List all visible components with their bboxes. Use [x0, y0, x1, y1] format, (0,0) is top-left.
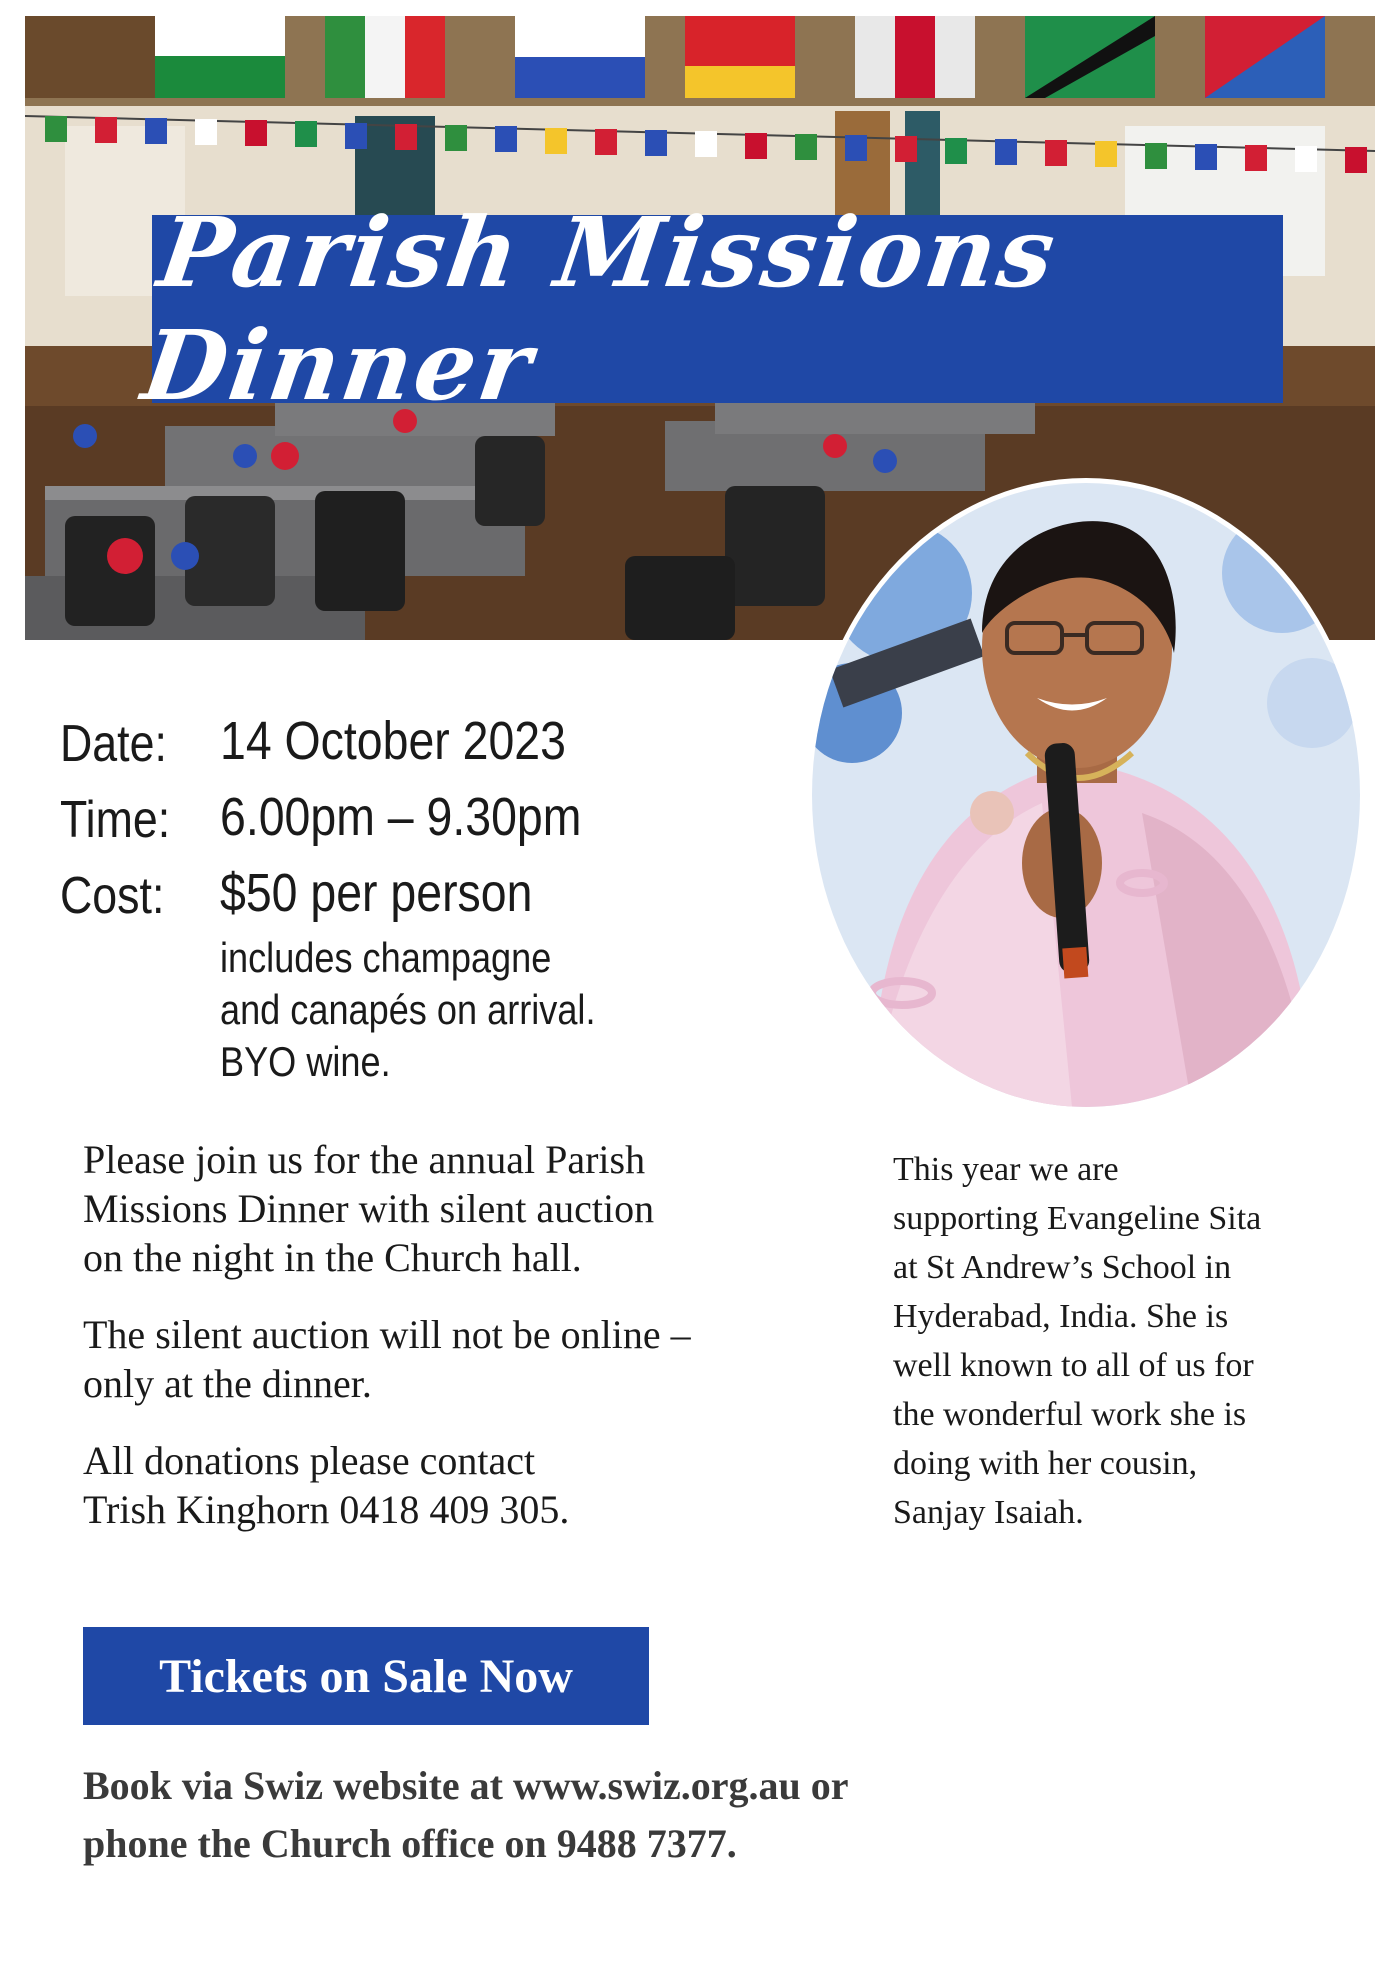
beneficiary-line: well known to all of us for — [893, 1347, 1254, 1384]
invitation-line-3: on the night in the Church hall. — [83, 1235, 582, 1280]
auction-line-1: The silent auction will not be online – — [83, 1312, 691, 1357]
booking-line-2: phone the Church office on 9488 7377. — [83, 1821, 737, 1866]
page-title: Parish Missions Dinner — [136, 196, 1065, 422]
date-value: 14 October 2023 — [220, 711, 566, 771]
speaker-photo — [812, 483, 1360, 1107]
booking-line-1: Book via Swiz website at www.swiz.org.au or — [83, 1763, 849, 1808]
event-description — [83, 1135, 823, 1562]
beneficiary-note — [893, 1145, 1353, 1537]
speaker-portrait — [807, 478, 1365, 1112]
auction-paragraph — [83, 1310, 823, 1408]
cost-value: $50 per person — [220, 863, 533, 923]
cost-note-line-1: includes champagne — [220, 934, 552, 981]
auction-line-2: only at the dinner. — [83, 1361, 372, 1406]
donations-line-2: Trish Kinghorn 0418 409 305. — [83, 1487, 570, 1532]
cost-note-line-2: and canapés on arrival. — [220, 986, 596, 1033]
beneficiary-line: This year we are — [893, 1151, 1119, 1188]
beneficiary-line: doing with her cousin, — [893, 1445, 1198, 1482]
donations-line-1: All donations please contact — [83, 1438, 536, 1483]
tickets-on-sale-button[interactable] — [83, 1627, 649, 1725]
cost-note-line-3: BYO wine. — [220, 1038, 391, 1085]
beneficiary-line: the wonderful work she is — [893, 1396, 1247, 1433]
time-value: 6.00pm – 9.30pm — [220, 787, 582, 847]
donations-paragraph — [83, 1436, 823, 1534]
booking-info — [83, 1757, 1233, 1873]
beneficiary-line: Sanjay Isaiah. — [893, 1494, 1084, 1531]
time-label: Time: — [60, 791, 171, 849]
date-label: Date: — [60, 715, 167, 773]
beneficiary-line: at St Andrew’s School in — [893, 1249, 1232, 1286]
invitation-paragraph — [83, 1135, 823, 1282]
beneficiary-line: Hyderabad, India. She is — [893, 1298, 1229, 1335]
invitation-line-2: Missions Dinner with silent auction — [83, 1186, 655, 1231]
title-banner — [136, 196, 1283, 422]
beneficiary-line: supporting Evangeline Sita — [893, 1200, 1262, 1237]
cost-label: Cost: — [60, 867, 165, 925]
tickets-label: Tickets on Sale Now — [159, 1649, 573, 1703]
invitation-line-1: Please join us for the annual Parish — [83, 1137, 646, 1182]
